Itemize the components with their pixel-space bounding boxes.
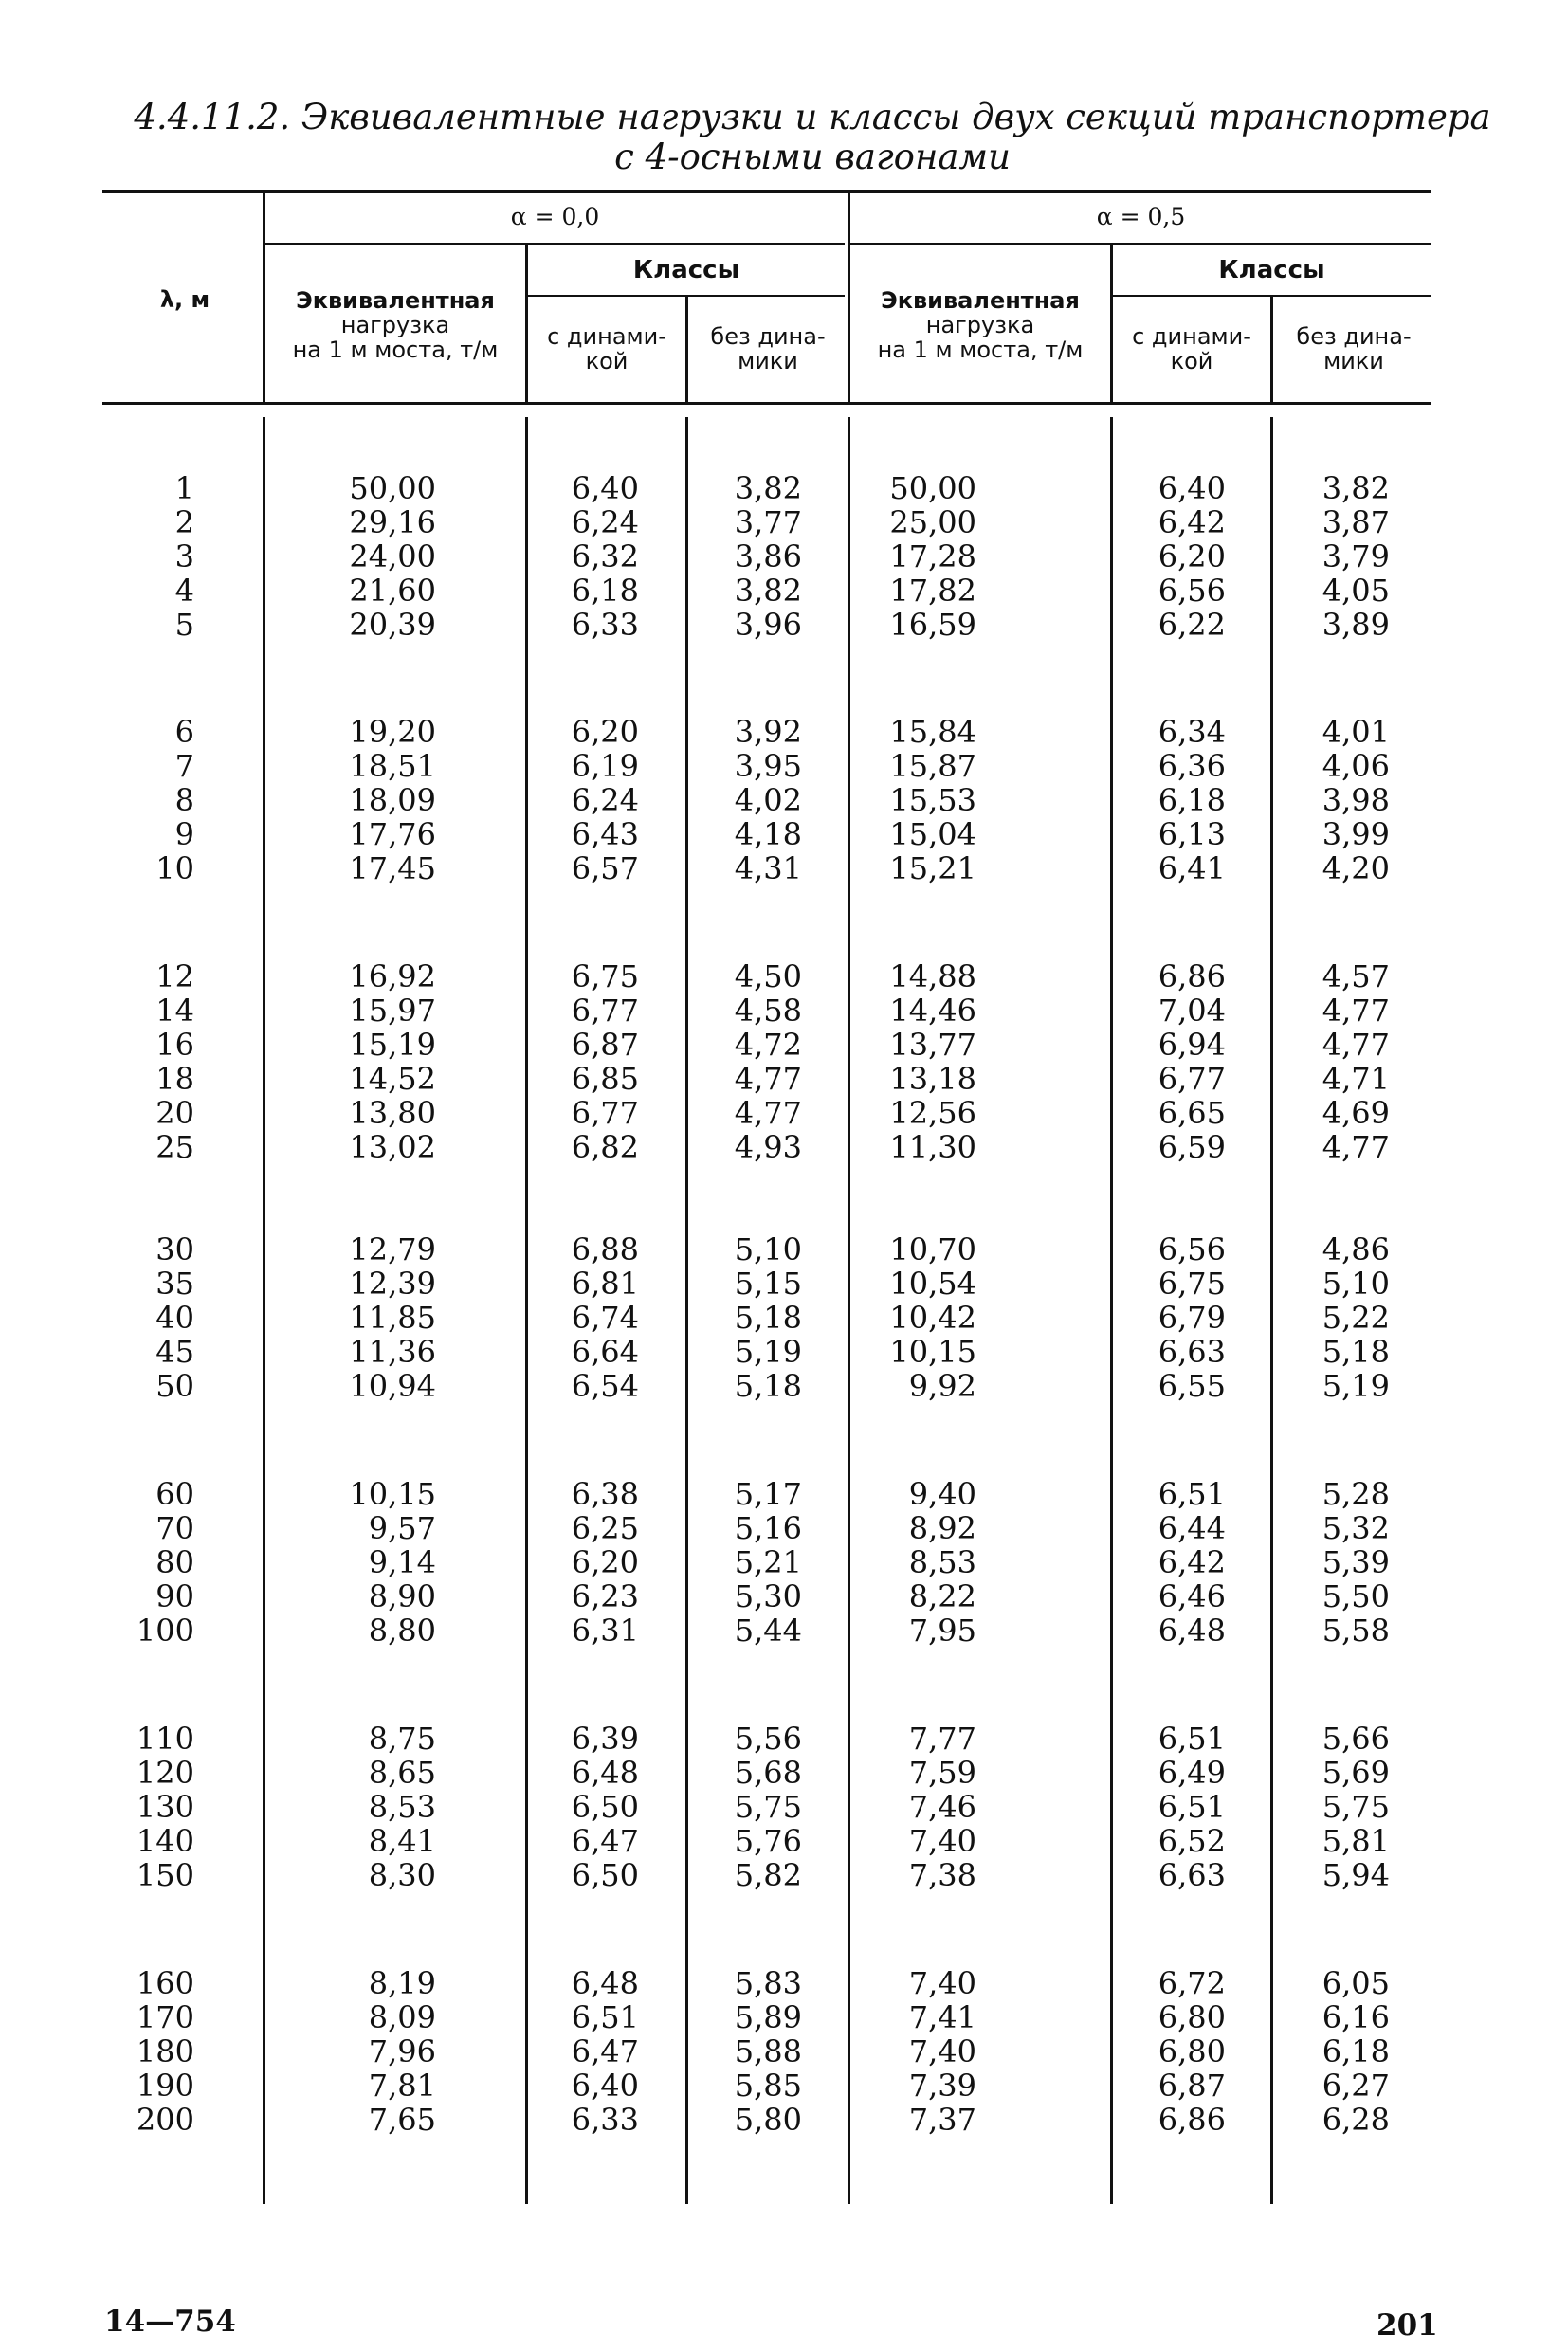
cell-lambda: 150 [136,1857,194,1893]
footer-signature: 14—754 [104,2305,236,2339]
header-without-dyn-05-line2: мики [1323,348,1384,374]
cell-without-dyn-a0: 5,82 [734,1857,802,1893]
cell-with-dyn-a05: 6,41 [1158,850,1226,886]
cell-without-dyn-a05: 5,22 [1322,1300,1390,1336]
cell-eq-load-a05: 17,82 [889,573,976,609]
cell-eq-load-a05: 13,77 [889,1027,976,1063]
cell-with-dyn-a05: 6,77 [1158,1061,1226,1097]
cell-lambda: 190 [136,2068,194,2104]
cell-lambda: 170 [136,1999,194,2035]
cell-with-dyn-a0: 6,87 [571,1027,639,1063]
cell-with-dyn-a05: 6,46 [1158,1578,1226,1614]
cell-eq-load-a05: 15,04 [889,816,976,852]
cell-without-dyn-a0: 4,58 [734,993,802,1029]
cell-without-dyn-a0: 5,18 [734,1300,802,1336]
cell-eq-load-a05: 10,54 [889,1266,976,1302]
cell-eq-load-a0: 11,85 [349,1300,436,1336]
cell-with-dyn-a05: 6,75 [1158,1266,1226,1302]
cell-with-dyn-a0: 6,33 [571,607,639,643]
cell-with-dyn-a05: 6,49 [1158,1755,1226,1791]
cell-lambda: 30 [155,1231,194,1267]
cell-with-dyn-a0: 6,64 [571,1334,639,1370]
cell-eq-load-a05: 7,40 [908,1965,976,2001]
alpha0-rule [265,243,845,245]
cell-with-dyn-a05: 6,65 [1158,1095,1226,1131]
cell-with-dyn-a05: 6,80 [1158,2033,1226,2069]
cell-lambda: 35 [155,1266,194,1302]
cell-with-dyn-a05: 6,87 [1158,2068,1226,2104]
cell-without-dyn-a05: 5,58 [1322,1613,1390,1649]
cell-lambda: 2 [174,504,194,540]
cell-without-dyn-a05: 5,32 [1322,1510,1390,1546]
cell-without-dyn-a0: 4,77 [734,1061,802,1097]
cell-without-dyn-a05: 4,77 [1322,1129,1390,1165]
cell-with-dyn-a0: 6,20 [571,1544,639,1580]
cell-eq-load-a0: 8,41 [368,1823,436,1859]
cell-eq-load-a05: 14,46 [889,993,976,1029]
cell-without-dyn-a0: 4,77 [734,1095,802,1131]
header-with-dyn-05-line1: с динами- [1132,323,1251,350]
cell-lambda: 140 [136,1823,194,1859]
cell-with-dyn-a0: 6,77 [571,993,639,1029]
cell-eq-load-a05: 25,00 [889,504,976,540]
cell-without-dyn-a0: 5,85 [734,2068,802,2104]
cell-with-dyn-a05: 6,44 [1158,1510,1226,1546]
cell-without-dyn-a05: 5,18 [1322,1334,1390,1370]
cell-with-dyn-a05: 6,36 [1158,748,1226,784]
cell-eq-load-a05: 16,59 [889,607,976,643]
cell-without-dyn-a0: 3,86 [734,538,802,574]
cell-with-dyn-a0: 6,38 [571,1476,639,1512]
cell-without-dyn-a0: 4,72 [734,1027,802,1063]
cell-lambda: 1 [174,470,194,506]
cell-lambda: 12 [155,958,194,994]
cell-eq-load-a0: 16,92 [349,958,436,994]
cell-eq-load-a0: 11,36 [349,1334,436,1370]
cell-without-dyn-a0: 5,19 [734,1334,802,1370]
cell-eq-load-a05: 15,84 [889,714,976,750]
cell-without-dyn-a0: 4,31 [734,850,802,886]
cell-lambda: 25 [155,1129,194,1165]
cell-with-dyn-a05: 6,86 [1158,2102,1226,2138]
header-eq-load-0-line3: на 1 м моста, т/м [292,337,499,363]
cell-with-dyn-a0: 6,19 [571,748,639,784]
cell-without-dyn-a05: 4,05 [1322,573,1390,609]
cell-lambda: 45 [155,1334,194,1370]
cell-with-dyn-a0: 6,88 [571,1231,639,1267]
header-eq-load-0-line2: нагрузка [340,312,450,338]
cell-without-dyn-a0: 5,76 [734,1823,802,1859]
cell-without-dyn-a05: 3,87 [1322,504,1390,540]
cell-eq-load-a0: 18,51 [349,748,436,784]
cell-lambda: 40 [155,1300,194,1336]
header-without-dyn-0-line1: без дина- [710,323,826,350]
cell-without-dyn-a0: 3,96 [734,607,802,643]
cell-lambda: 180 [136,2033,194,2069]
cell-eq-load-a05: 7,38 [908,1857,976,1893]
cell-with-dyn-a0: 6,85 [571,1061,639,1097]
cell-lambda: 160 [136,1965,194,2001]
cell-lambda: 16 [155,1027,194,1063]
header-without-dyn-05-line1: без дина- [1296,323,1412,350]
cell-lambda: 18 [155,1061,194,1097]
cell-without-dyn-a05: 5,66 [1322,1721,1390,1757]
cell-eq-load-a05: 8,53 [908,1544,976,1580]
cell-with-dyn-a0: 6,24 [571,504,639,540]
cell-eq-load-a05: 10,15 [889,1334,976,1370]
cell-with-dyn-a05: 6,18 [1158,782,1226,818]
cell-with-dyn-a05: 6,48 [1158,1613,1226,1649]
cell-without-dyn-a0: 5,16 [734,1510,802,1546]
cell-without-dyn-a0: 3,82 [734,573,802,609]
cell-with-dyn-a0: 6,50 [571,1789,639,1825]
header-alpha-0: α = 0,0 [510,203,600,230]
cell-eq-load-a0: 8,75 [368,1721,436,1757]
alpha05-rule [850,243,1431,245]
cell-lambda: 50 [155,1368,194,1404]
cell-with-dyn-a05: 6,34 [1158,714,1226,750]
cell-lambda: 7 [174,748,194,784]
cell-lambda: 110 [136,1721,194,1757]
cell-without-dyn-a05: 5,50 [1322,1578,1390,1614]
cell-eq-load-a0: 13,02 [349,1129,436,1165]
cell-without-dyn-a0: 4,50 [734,958,802,994]
cell-without-dyn-a05: 5,75 [1322,1789,1390,1825]
cell-with-dyn-a0: 6,81 [571,1266,639,1302]
cell-with-dyn-a05: 6,56 [1158,1231,1226,1267]
cell-eq-load-a05: 17,28 [889,538,976,574]
cell-with-dyn-a05: 6,42 [1158,1544,1226,1580]
header-eq-load-0-line1: Эквивалентная [296,287,495,314]
cell-without-dyn-a05: 6,18 [1322,2033,1390,2069]
cell-lambda: 20 [155,1095,194,1131]
cell-without-dyn-a0: 4,02 [734,782,802,818]
cell-with-dyn-a05: 6,94 [1158,1027,1226,1063]
cell-with-dyn-a0: 6,40 [571,470,639,506]
cell-lambda: 100 [136,1613,194,1649]
cell-without-dyn-a0: 5,83 [734,1965,802,2001]
cell-without-dyn-a05: 4,86 [1322,1231,1390,1267]
cell-eq-load-a05: 12,56 [889,1095,976,1131]
header-alpha-05: α = 0,5 [1096,203,1186,230]
cell-without-dyn-a0: 3,77 [734,504,802,540]
cell-eq-load-a0: 8,09 [368,1999,436,2035]
cell-with-dyn-a05: 6,40 [1158,470,1226,506]
cell-lambda: 8 [174,782,194,818]
cell-lambda: 4 [174,573,194,609]
cell-lambda: 70 [155,1510,194,1546]
cell-eq-load-a0: 7,81 [368,2068,436,2104]
cell-with-dyn-a0: 6,75 [571,958,639,994]
header-classes-05: Классы [1218,256,1325,284]
cell-lambda: 14 [155,993,194,1029]
header-with-dyn-0-line2: кой [585,348,629,374]
cell-eq-load-a0: 24,00 [349,538,436,574]
cell-eq-load-a0: 8,80 [368,1613,436,1649]
cell-lambda: 10 [155,850,194,886]
cell-eq-load-a05: 10,42 [889,1300,976,1336]
cell-eq-load-a0: 8,65 [368,1755,436,1791]
cell-lambda: 5 [174,607,194,643]
cell-eq-load-a0: 10,94 [349,1368,436,1404]
cell-with-dyn-a05: 6,51 [1158,1789,1226,1825]
cell-with-dyn-a05: 6,13 [1158,816,1226,852]
cell-lambda: 80 [155,1544,194,1580]
cell-with-dyn-a0: 6,43 [571,816,639,852]
cell-with-dyn-a0: 6,82 [571,1129,639,1165]
cell-with-dyn-a05: 6,51 [1158,1721,1226,1757]
cell-with-dyn-a0: 6,31 [571,1613,639,1649]
cell-with-dyn-a0: 6,48 [571,1965,639,2001]
cell-with-dyn-a05: 6,79 [1158,1300,1226,1336]
cell-without-dyn-a0: 5,30 [734,1578,802,1614]
header-classes-0: Классы [632,256,740,284]
header-lambda: λ, м [159,286,210,313]
cell-with-dyn-a0: 6,47 [571,2033,639,2069]
cell-eq-load-a05: 10,70 [889,1231,976,1267]
cell-without-dyn-a0: 5,56 [734,1721,802,1757]
cell-with-dyn-a0: 6,74 [571,1300,639,1336]
header-eq-load-05-line3: на 1 м моста, т/м [877,337,1084,363]
cell-eq-load-a05: 13,18 [889,1061,976,1097]
cell-without-dyn-a05: 5,69 [1322,1755,1390,1791]
cell-lambda: 9 [174,816,194,852]
cell-eq-load-a0: 8,53 [368,1789,436,1825]
cell-eq-load-a05: 7,46 [908,1789,976,1825]
cell-without-dyn-a0: 5,15 [734,1266,802,1302]
cell-with-dyn-a05: 6,80 [1158,1999,1226,2035]
cell-without-dyn-a05: 5,81 [1322,1823,1390,1859]
cell-with-dyn-a0: 6,18 [571,573,639,609]
header-bottom-rule [102,402,1431,405]
cell-with-dyn-a05: 6,51 [1158,1476,1226,1512]
cell-eq-load-a0: 8,30 [368,1857,436,1893]
cell-eq-load-a05: 7,39 [908,2068,976,2104]
cell-eq-load-a0: 18,09 [349,782,436,818]
cell-without-dyn-a0: 5,89 [734,1999,802,2035]
cell-without-dyn-a0: 3,82 [734,470,802,506]
page-number: 201 [1377,2308,1438,2343]
cell-with-dyn-a05: 6,72 [1158,1965,1226,2001]
cell-without-dyn-a0: 4,93 [734,1129,802,1165]
cell-with-dyn-a0: 6,57 [571,850,639,886]
cell-with-dyn-a0: 6,51 [571,1999,639,2035]
cell-with-dyn-a0: 6,40 [571,2068,639,2104]
cell-without-dyn-a0: 5,21 [734,1544,802,1580]
cell-eq-load-a0: 7,65 [368,2102,436,2138]
cell-with-dyn-a05: 7,04 [1158,993,1226,1029]
cell-without-dyn-a0: 5,44 [734,1613,802,1649]
cell-without-dyn-a05: 4,20 [1322,850,1390,886]
header-with-dyn-0-line1: с динами- [547,323,666,350]
cell-without-dyn-a05: 6,27 [1322,2068,1390,2104]
header-with-dyn-05-line2: кой [1170,348,1213,374]
cell-lambda: 200 [136,2102,194,2138]
cell-without-dyn-a05: 6,05 [1322,1965,1390,2001]
header-without-dyn-0-line2: мики [738,348,798,374]
cell-lambda: 60 [155,1476,194,1512]
cell-lambda: 130 [136,1789,194,1825]
cell-eq-load-a05: 7,40 [908,1823,976,1859]
table-top-rule [102,190,1431,193]
cell-eq-load-a0: 8,90 [368,1578,436,1614]
cell-eq-load-a05: 9,40 [908,1476,976,1512]
cell-with-dyn-a0: 6,32 [571,538,639,574]
cell-without-dyn-a05: 5,39 [1322,1544,1390,1580]
cell-eq-load-a05: 8,22 [908,1578,976,1614]
cell-eq-load-a05: 14,88 [889,958,976,994]
cell-with-dyn-a0: 6,50 [571,1857,639,1893]
cell-with-dyn-a05: 6,59 [1158,1129,1226,1165]
cell-without-dyn-a05: 4,77 [1322,1027,1390,1063]
cell-eq-load-a05: 15,53 [889,782,976,818]
cell-eq-load-a05: 7,41 [908,1999,976,2035]
cell-with-dyn-a0: 6,39 [571,1721,639,1757]
cell-without-dyn-a05: 4,77 [1322,993,1390,1029]
cell-without-dyn-a0: 5,18 [734,1368,802,1404]
cell-eq-load-a0: 9,57 [368,1510,436,1546]
cell-without-dyn-a05: 4,57 [1322,958,1390,994]
cell-with-dyn-a0: 6,25 [571,1510,639,1546]
cell-eq-load-a0: 29,16 [349,504,436,540]
header-eq-load-05-line2: нагрузка [925,312,1035,338]
cell-eq-load-a05: 7,40 [908,2033,976,2069]
cell-eq-load-a05: 15,87 [889,748,976,784]
cell-lambda: 90 [155,1578,194,1614]
table-title-line-2: с 4-осными вагонами [614,137,1011,177]
cell-eq-load-a05: 11,30 [889,1129,976,1165]
cell-lambda: 120 [136,1755,194,1791]
cell-with-dyn-a05: 6,22 [1158,607,1226,643]
cell-eq-load-a0: 21,60 [349,573,436,609]
cell-eq-load-a0: 9,14 [368,1544,436,1580]
cell-without-dyn-a05: 6,28 [1322,2102,1390,2138]
cell-eq-load-a0: 19,20 [349,714,436,750]
cell-without-dyn-a0: 4,18 [734,816,802,852]
cell-with-dyn-a0: 6,33 [571,2102,639,2138]
cell-eq-load-a05: 15,21 [889,850,976,886]
cell-with-dyn-a0: 6,20 [571,714,639,750]
cell-without-dyn-a05: 3,98 [1322,782,1390,818]
cell-without-dyn-a05: 5,19 [1322,1368,1390,1404]
cell-with-dyn-a05: 6,55 [1158,1368,1226,1404]
cell-eq-load-a0: 14,52 [349,1061,436,1097]
cell-without-dyn-a05: 4,71 [1322,1061,1390,1097]
cell-without-dyn-a05: 4,06 [1322,748,1390,784]
cell-eq-load-a0: 12,39 [349,1266,436,1302]
cell-without-dyn-a0: 3,95 [734,748,802,784]
cell-without-dyn-a05: 4,69 [1322,1095,1390,1131]
cell-without-dyn-a05: 3,82 [1322,470,1390,506]
cell-with-dyn-a0: 6,77 [571,1095,639,1131]
cell-without-dyn-a05: 3,79 [1322,538,1390,574]
cell-eq-load-a0: 50,00 [349,470,436,506]
cell-with-dyn-a05: 6,63 [1158,1857,1226,1893]
cell-without-dyn-a05: 3,89 [1322,607,1390,643]
cell-without-dyn-a0: 3,92 [734,714,802,750]
cell-eq-load-a0: 15,19 [349,1027,436,1063]
table-title-line-1: 4.4.11.2. Эквивалентные нагрузки и классы двух секций транспортера [134,97,1491,137]
cell-with-dyn-a05: 6,42 [1158,504,1226,540]
cell-eq-load-a0: 10,15 [349,1476,436,1512]
cell-with-dyn-a0: 6,24 [571,782,639,818]
cell-eq-load-a0: 12,79 [349,1231,436,1267]
cell-without-dyn-a05: 5,10 [1322,1266,1390,1302]
cell-lambda: 3 [174,538,194,574]
cell-with-dyn-a0: 6,23 [571,1578,639,1614]
cell-eq-load-a0: 8,19 [368,1965,436,2001]
cell-without-dyn-a05: 6,16 [1322,1999,1390,2035]
cell-with-dyn-a0: 6,47 [571,1823,639,1859]
cell-eq-load-a05: 7,95 [908,1613,976,1649]
cell-without-dyn-a0: 5,75 [734,1789,802,1825]
cell-without-dyn-a0: 5,10 [734,1231,802,1267]
cell-eq-load-a0: 7,96 [368,2033,436,2069]
cell-without-dyn-a0: 5,88 [734,2033,802,2069]
cell-eq-load-a05: 9,92 [908,1368,976,1404]
cell-eq-load-a05: 50,00 [889,470,976,506]
cell-without-dyn-a05: 5,94 [1322,1857,1390,1893]
cell-lambda: 6 [174,714,194,750]
cell-with-dyn-a05: 6,52 [1158,1823,1226,1859]
cell-with-dyn-a05: 6,63 [1158,1334,1226,1370]
cell-eq-load-a0: 15,97 [349,993,436,1029]
cell-eq-load-a0: 20,39 [349,607,436,643]
cell-eq-load-a05: 7,59 [908,1755,976,1791]
cell-with-dyn-a05: 6,20 [1158,538,1226,574]
cell-eq-load-a05: 8,92 [908,1510,976,1546]
cell-without-dyn-a0: 5,17 [734,1476,802,1512]
cell-with-dyn-a05: 6,86 [1158,958,1226,994]
cell-without-dyn-a05: 5,28 [1322,1476,1390,1512]
cell-eq-load-a0: 17,76 [349,816,436,852]
cell-without-dyn-a05: 4,01 [1322,714,1390,750]
cell-without-dyn-a0: 5,68 [734,1755,802,1791]
cell-eq-load-a05: 7,37 [908,2102,976,2138]
cell-without-dyn-a05: 3,99 [1322,816,1390,852]
header-eq-load-05-line1: Эквивалентная [881,287,1080,314]
cell-without-dyn-a0: 5,80 [734,2102,802,2138]
cell-eq-load-a0: 17,45 [349,850,436,886]
cell-eq-load-a05: 7,77 [908,1721,976,1757]
cell-with-dyn-a0: 6,54 [571,1368,639,1404]
cell-with-dyn-a05: 6,56 [1158,573,1226,609]
cell-with-dyn-a0: 6,48 [571,1755,639,1791]
cell-eq-load-a0: 13,80 [349,1095,436,1131]
